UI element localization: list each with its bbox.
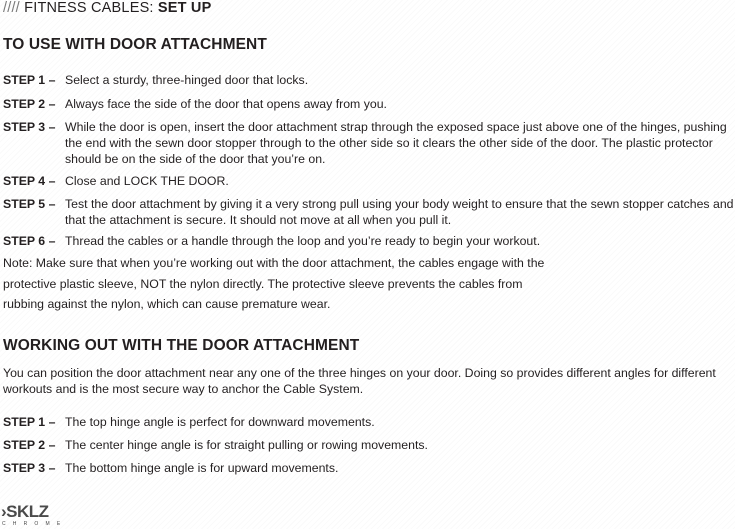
- section1-step-5: [3, 196, 735, 228]
- sklz-logo: [1, 503, 71, 529]
- step-text: While the door is open, insert the door attachment strap through the exposed space just above one of the hinges, pushing the end with the sewn door stopper through to the other side so it clears the other side of the door. The plastic protector should be on the side of the door that you’re on.: [65, 120, 727, 166]
- logo-sub: CHROME: [2, 521, 68, 527]
- section2-intro: You can position the door attachment near any one of the three hinges on your door. Doing so provides different angles for different workouts and is the most secure way to anchor the Cable System.: [3, 366, 716, 396]
- header-title: FITNESS CABLES:: [24, 0, 154, 16]
- note-line-1: Note: Make sure that when you’re working out with the door attachment, the cables engage with the: [3, 256, 545, 270]
- step-label: STEP 2 –: [3, 97, 56, 111]
- step-text: The center hinge angle is for straight pulling or rowing movements.: [65, 438, 428, 452]
- section1-step-4: [3, 173, 735, 189]
- step-text: Test the door attachment by giving it a very strong pull using your body weight to ensure that the sewn stopper catches and that the attachment is secure. It should not move at all when you pull it.: [65, 197, 734, 227]
- header-slashes: ////: [3, 0, 20, 16]
- step-label: STEP 1 –: [3, 415, 56, 429]
- step-label: STEP 5 –: [3, 197, 56, 211]
- note-line-3: rubbing against the nylon, which can cause premature wear.: [3, 297, 331, 311]
- step-label: STEP 1 –: [3, 73, 56, 87]
- step-label: STEP 2 –: [3, 438, 56, 452]
- section2-heading: WORKING OUT WITH THE DOOR ATTACHMENT: [3, 337, 360, 354]
- section2-step-1: [3, 414, 735, 430]
- section1-step-2: [3, 96, 735, 112]
- step-label: STEP 3 –: [3, 461, 56, 475]
- section2-step-2: [3, 437, 735, 453]
- step-label: STEP 6 –: [3, 234, 56, 248]
- step-label: STEP 3 –: [3, 120, 56, 134]
- note-line-2: protective plastic sleeve, NOT the nylon directly. The protective sleeve prevents the cables from: [3, 277, 523, 291]
- section1-heading: TO USE WITH DOOR ATTACHMENT: [3, 36, 267, 53]
- header-title-bold: SET UP: [157, 0, 212, 16]
- step-text: The top hinge angle is perfect for downward movements.: [65, 415, 375, 429]
- section1-step-1: [3, 72, 735, 88]
- section1-step-6: [3, 233, 735, 249]
- step-label: STEP 4 –: [3, 174, 56, 188]
- step-text: Close and LOCK THE DOOR.: [65, 174, 229, 188]
- section2-step-3: [3, 460, 735, 476]
- step-text: Always face the side of the door that opens away from you.: [65, 97, 387, 111]
- step-text: Select a sturdy, three-hinged door that locks.: [65, 73, 309, 87]
- logo-brand: ›SKLZ: [1, 502, 49, 521]
- step-text: The bottom hinge angle is for upward movements.: [65, 461, 339, 475]
- section1-step-3: [3, 119, 735, 167]
- step-text: Thread the cables or a handle through the loop and you’re ready to begin your workout.: [65, 234, 541, 248]
- page-header: [3, 0, 211, 17]
